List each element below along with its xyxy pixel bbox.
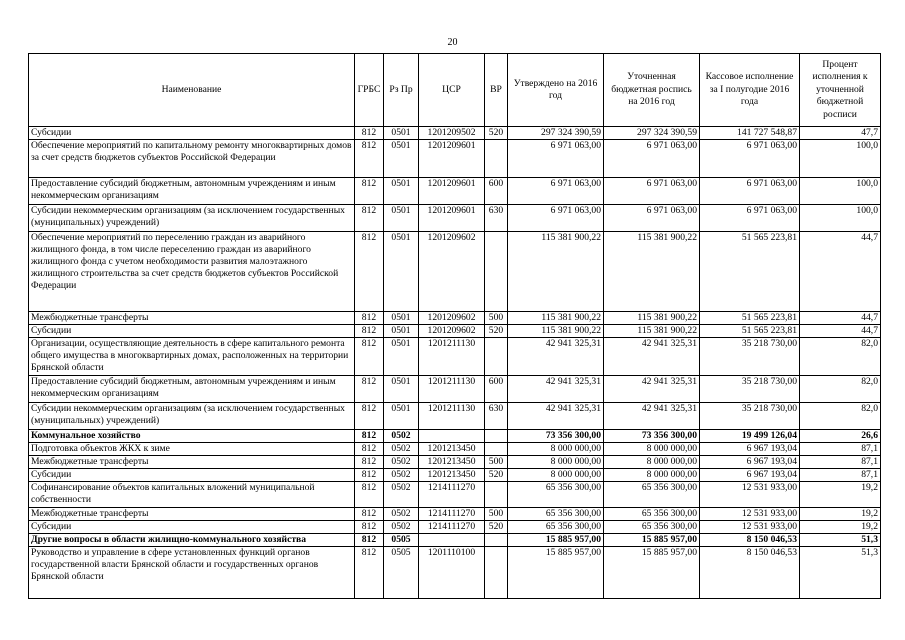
row-approved-cell: 65 356 300,00 <box>508 521 604 534</box>
row-cash-cell: 12 531 933,00 <box>700 508 800 521</box>
row-approved-cell: 297 324 390,59 <box>508 127 604 140</box>
table-header-row <box>29 54 881 127</box>
row-cash-cell: 51 565 223,81 <box>700 232 800 312</box>
row-name-cell: Организации, осуществляющие деятельность в сфере капитального ремонта общего имущества в многоквартирных домах, расположенных на территории Брянской области <box>29 338 355 376</box>
row-cash-cell: 12 531 933,00 <box>700 482 800 508</box>
row-grbs-cell: 812 <box>355 127 384 140</box>
row-name-cell: Субсидии некоммерческим организациям (за исключением государственных (муниципальных) учреждений) <box>29 205 355 232</box>
row-csr-cell: 1201110100 <box>419 547 485 599</box>
row-revised-cell: 15 885 957,00 <box>604 547 700 599</box>
table-row <box>29 430 881 443</box>
table-row <box>29 127 881 140</box>
row-cash-cell: 35 218 730,00 <box>700 403 800 430</box>
row-grbs-cell: 812 <box>355 443 384 456</box>
row-name-cell: Межбюджетные трансферты <box>29 456 355 469</box>
row-percent-cell: 100,0 <box>800 205 881 232</box>
row-revised-cell: 6 971 063,00 <box>604 140 700 178</box>
row-rzpr-cell: 0502 <box>384 456 419 469</box>
row-percent-cell: 100,0 <box>800 140 881 178</box>
row-approved-cell: 6 971 063,00 <box>508 140 604 178</box>
row-rzpr-cell: 0502 <box>384 508 419 521</box>
row-grbs-cell: 812 <box>355 469 384 482</box>
row-cash-cell: 8 150 046,53 <box>700 534 800 547</box>
row-revised-cell: 8 000 000,00 <box>604 443 700 456</box>
row-csr-cell: 1201209602 <box>419 232 485 312</box>
row-vr-cell <box>485 232 508 312</box>
row-rzpr-cell: 0502 <box>384 443 419 456</box>
row-rzpr-cell: 0501 <box>384 325 419 338</box>
row-cash-cell: 51 565 223,81 <box>700 325 800 338</box>
row-name-cell: Субсидии некоммерческим организациям (за исключением государственных (муниципальных) учреждений) <box>29 403 355 430</box>
row-percent-cell: 87,1 <box>800 469 881 482</box>
row-percent-cell: 87,1 <box>800 456 881 469</box>
row-name-cell: Субсидии <box>29 469 355 482</box>
row-revised-cell: 65 356 300,00 <box>604 482 700 508</box>
header-approved: Утверждено на 2016 год <box>508 54 604 127</box>
row-name-cell: Предоставление субсидий бюджетным, автономным учреждениям и иным некоммерческим организациям <box>29 376 355 403</box>
row-csr-cell: 1201211130 <box>419 338 485 376</box>
row-cash-cell: 6 971 063,00 <box>700 205 800 232</box>
row-cash-cell: 6 971 063,00 <box>700 178 800 205</box>
row-approved-cell: 42 941 325,31 <box>508 376 604 403</box>
row-cash-cell: 6 967 193,04 <box>700 443 800 456</box>
table-row <box>29 312 881 325</box>
row-approved-cell: 15 885 957,00 <box>508 534 604 547</box>
row-vr-cell: 630 <box>485 403 508 430</box>
row-grbs-cell: 812 <box>355 376 384 403</box>
row-vr-cell <box>485 482 508 508</box>
table-row <box>29 469 881 482</box>
table-row <box>29 482 881 508</box>
row-name-cell: Субсидии <box>29 325 355 338</box>
header-percent: Процент исполнения к уточненной бюджетной росписи <box>800 54 881 127</box>
row-cash-cell: 6 967 193,04 <box>700 469 800 482</box>
row-approved-cell: 8 000 000,00 <box>508 456 604 469</box>
row-vr-cell: 520 <box>485 127 508 140</box>
table-row <box>29 205 881 232</box>
row-csr-cell: 1214111270 <box>419 521 485 534</box>
row-rzpr-cell: 0501 <box>384 178 419 205</box>
row-percent-cell: 26,6 <box>800 430 881 443</box>
table-row <box>29 456 881 469</box>
row-percent-cell: 19,2 <box>800 508 881 521</box>
row-revised-cell: 65 356 300,00 <box>604 521 700 534</box>
row-csr-cell: 1201213450 <box>419 443 485 456</box>
row-grbs-cell: 812 <box>355 430 384 443</box>
row-approved-cell: 115 381 900,22 <box>508 325 604 338</box>
row-name-cell: Подготовка объектов ЖКХ к зиме <box>29 443 355 456</box>
row-grbs-cell: 812 <box>355 482 384 508</box>
row-vr-cell: 520 <box>485 521 508 534</box>
table-row <box>29 178 881 205</box>
row-revised-cell: 115 381 900,22 <box>604 325 700 338</box>
row-rzpr-cell: 0501 <box>384 127 419 140</box>
table-row <box>29 140 881 178</box>
row-cash-cell: 8 150 046,53 <box>700 547 800 599</box>
header-rzpr: Рз Пр <box>384 54 419 127</box>
row-approved-cell: 115 381 900,22 <box>508 232 604 312</box>
row-percent-cell: 44,7 <box>800 312 881 325</box>
row-approved-cell: 8 000 000,00 <box>508 443 604 456</box>
row-csr-cell: 1201211130 <box>419 376 485 403</box>
row-vr-cell <box>485 547 508 599</box>
header-revised: Уточненная бюджетная роспись на 2016 год <box>604 54 700 127</box>
row-percent-cell: 19,2 <box>800 521 881 534</box>
row-approved-cell: 42 941 325,31 <box>508 338 604 376</box>
row-name-cell: Другие вопросы в области жилищно-коммунального хозяйства <box>29 534 355 547</box>
row-csr-cell: 1214111270 <box>419 482 485 508</box>
row-name-cell: Обеспечение мероприятий по капитальному ремонту многоквартирных домов за счет средств бюджетов субъектов Российской Федерации <box>29 140 355 178</box>
row-grbs-cell: 812 <box>355 456 384 469</box>
row-vr-cell: 600 <box>485 376 508 403</box>
row-name-cell: Предоставление субсидий бюджетным, автономным учреждениям и иным некоммерческим организациям <box>29 178 355 205</box>
row-vr-cell <box>485 140 508 178</box>
row-rzpr-cell: 0501 <box>384 205 419 232</box>
row-approved-cell: 42 941 325,31 <box>508 403 604 430</box>
row-cash-cell: 6 971 063,00 <box>700 140 800 178</box>
row-csr-cell: 1201213450 <box>419 469 485 482</box>
row-revised-cell: 115 381 900,22 <box>604 232 700 312</box>
row-cash-cell: 35 218 730,00 <box>700 376 800 403</box>
row-vr-cell <box>485 443 508 456</box>
table-row <box>29 547 881 599</box>
row-csr-cell: 1201209601 <box>419 178 485 205</box>
row-vr-cell: 520 <box>485 469 508 482</box>
row-revised-cell: 8 000 000,00 <box>604 456 700 469</box>
row-percent-cell: 87,1 <box>800 443 881 456</box>
row-approved-cell: 65 356 300,00 <box>508 482 604 508</box>
row-approved-cell: 115 381 900,22 <box>508 312 604 325</box>
row-vr-cell: 500 <box>485 456 508 469</box>
row-revised-cell: 15 885 957,00 <box>604 534 700 547</box>
row-csr-cell: 1201209601 <box>419 140 485 178</box>
row-grbs-cell: 812 <box>355 312 384 325</box>
row-csr-cell: 1201209602 <box>419 312 485 325</box>
row-revised-cell: 115 381 900,22 <box>604 312 700 325</box>
row-revised-cell: 42 941 325,31 <box>604 403 700 430</box>
row-vr-cell: 500 <box>485 508 508 521</box>
row-grbs-cell: 812 <box>355 521 384 534</box>
row-cash-cell: 12 531 933,00 <box>700 521 800 534</box>
row-name-cell: Руководство и управление в сфере установленных функций органов государственной власти Брянской области и государственных органов Брянской области <box>29 547 355 599</box>
row-percent-cell: 82,0 <box>800 338 881 376</box>
row-name-cell: Межбюджетные трансферты <box>29 312 355 325</box>
row-rzpr-cell: 0501 <box>384 403 419 430</box>
row-revised-cell: 297 324 390,59 <box>604 127 700 140</box>
row-percent-cell: 82,0 <box>800 403 881 430</box>
row-grbs-cell: 812 <box>355 232 384 312</box>
row-cash-cell: 6 967 193,04 <box>700 456 800 469</box>
row-revised-cell: 8 000 000,00 <box>604 469 700 482</box>
row-rzpr-cell: 0501 <box>384 312 419 325</box>
row-grbs-cell: 812 <box>355 534 384 547</box>
row-revised-cell: 42 941 325,31 <box>604 376 700 403</box>
row-csr-cell: 1201209601 <box>419 205 485 232</box>
row-rzpr-cell: 0505 <box>384 547 419 599</box>
row-cash-cell: 141 727 548,87 <box>700 127 800 140</box>
row-percent-cell: 51,3 <box>800 534 881 547</box>
row-rzpr-cell: 0505 <box>384 534 419 547</box>
row-name-cell: Обеспечение мероприятий по переселению граждан из аварийного жилищного фонда, в том числе переселению граждан из аварийного жилищного фонда с учетом необходимости развития малоэтажного жилищного строительства за счет средств бюджетов субъектов Российской Федерации <box>29 232 355 312</box>
row-vr-cell: 520 <box>485 325 508 338</box>
header-csr: ЦСР <box>419 54 485 127</box>
row-rzpr-cell: 0502 <box>384 469 419 482</box>
row-csr-cell: 1201213450 <box>419 456 485 469</box>
row-revised-cell: 6 971 063,00 <box>604 205 700 232</box>
row-percent-cell: 82,0 <box>800 376 881 403</box>
table-row <box>29 232 881 312</box>
table-row <box>29 376 881 403</box>
row-rzpr-cell: 0502 <box>384 482 419 508</box>
row-vr-cell: 600 <box>485 178 508 205</box>
row-grbs-cell: 812 <box>355 178 384 205</box>
row-cash-cell: 35 218 730,00 <box>700 338 800 376</box>
table-row <box>29 325 881 338</box>
row-rzpr-cell: 0501 <box>384 338 419 376</box>
row-csr-cell <box>419 534 485 547</box>
row-percent-cell: 44,7 <box>800 232 881 312</box>
budget-table <box>28 53 881 599</box>
row-rzpr-cell: 0502 <box>384 430 419 443</box>
row-revised-cell: 42 941 325,31 <box>604 338 700 376</box>
row-name-cell: Субсидии <box>29 127 355 140</box>
row-csr-cell: 1214111270 <box>419 508 485 521</box>
row-rzpr-cell: 0501 <box>384 140 419 178</box>
table-row <box>29 443 881 456</box>
row-percent-cell: 44,7 <box>800 325 881 338</box>
row-vr-cell <box>485 338 508 376</box>
table-row <box>29 521 881 534</box>
row-percent-cell: 19,2 <box>800 482 881 508</box>
page-number: 20 <box>447 37 458 48</box>
header-name: Наименование <box>29 54 355 127</box>
row-grbs-cell: 812 <box>355 140 384 178</box>
row-csr-cell: 1201209602 <box>419 325 485 338</box>
table-row <box>29 508 881 521</box>
row-grbs-cell: 812 <box>355 547 384 599</box>
row-grbs-cell: 812 <box>355 508 384 521</box>
row-grbs-cell: 812 <box>355 403 384 430</box>
header-grbs: ГРБС <box>355 54 384 127</box>
row-vr-cell: 630 <box>485 205 508 232</box>
table-row <box>29 403 881 430</box>
row-approved-cell: 73 356 300,00 <box>508 430 604 443</box>
row-csr-cell: 1201209502 <box>419 127 485 140</box>
row-approved-cell: 6 971 063,00 <box>508 205 604 232</box>
row-csr-cell: 1201211130 <box>419 403 485 430</box>
row-csr-cell <box>419 430 485 443</box>
row-grbs-cell: 812 <box>355 338 384 376</box>
row-grbs-cell: 812 <box>355 205 384 232</box>
row-grbs-cell: 812 <box>355 325 384 338</box>
row-approved-cell: 15 885 957,00 <box>508 547 604 599</box>
row-name-cell: Коммунальное хозяйство <box>29 430 355 443</box>
row-approved-cell: 6 971 063,00 <box>508 178 604 205</box>
row-revised-cell: 65 356 300,00 <box>604 508 700 521</box>
row-cash-cell: 51 565 223,81 <box>700 312 800 325</box>
row-percent-cell: 47,7 <box>800 127 881 140</box>
row-name-cell: Субсидии <box>29 521 355 534</box>
table-row <box>29 338 881 376</box>
row-approved-cell: 8 000 000,00 <box>508 469 604 482</box>
row-rzpr-cell: 0501 <box>384 232 419 312</box>
table-row <box>29 534 881 547</box>
row-approved-cell: 65 356 300,00 <box>508 508 604 521</box>
row-vr-cell <box>485 430 508 443</box>
row-name-cell: Межбюджетные трансферты <box>29 508 355 521</box>
row-percent-cell: 100,0 <box>800 178 881 205</box>
row-rzpr-cell: 0502 <box>384 521 419 534</box>
row-revised-cell: 6 971 063,00 <box>604 178 700 205</box>
row-revised-cell: 73 356 300,00 <box>604 430 700 443</box>
row-name-cell: Софинансирование объектов капитальных вложений муниципальной собственности <box>29 482 355 508</box>
row-cash-cell: 19 499 126,04 <box>700 430 800 443</box>
row-rzpr-cell: 0501 <box>384 376 419 403</box>
row-percent-cell: 51,3 <box>800 547 881 599</box>
row-vr-cell <box>485 534 508 547</box>
header-cash: Кассовое исполнение за I полугодие 2016 года <box>700 54 800 127</box>
header-vr: ВР <box>485 54 508 127</box>
row-vr-cell: 500 <box>485 312 508 325</box>
